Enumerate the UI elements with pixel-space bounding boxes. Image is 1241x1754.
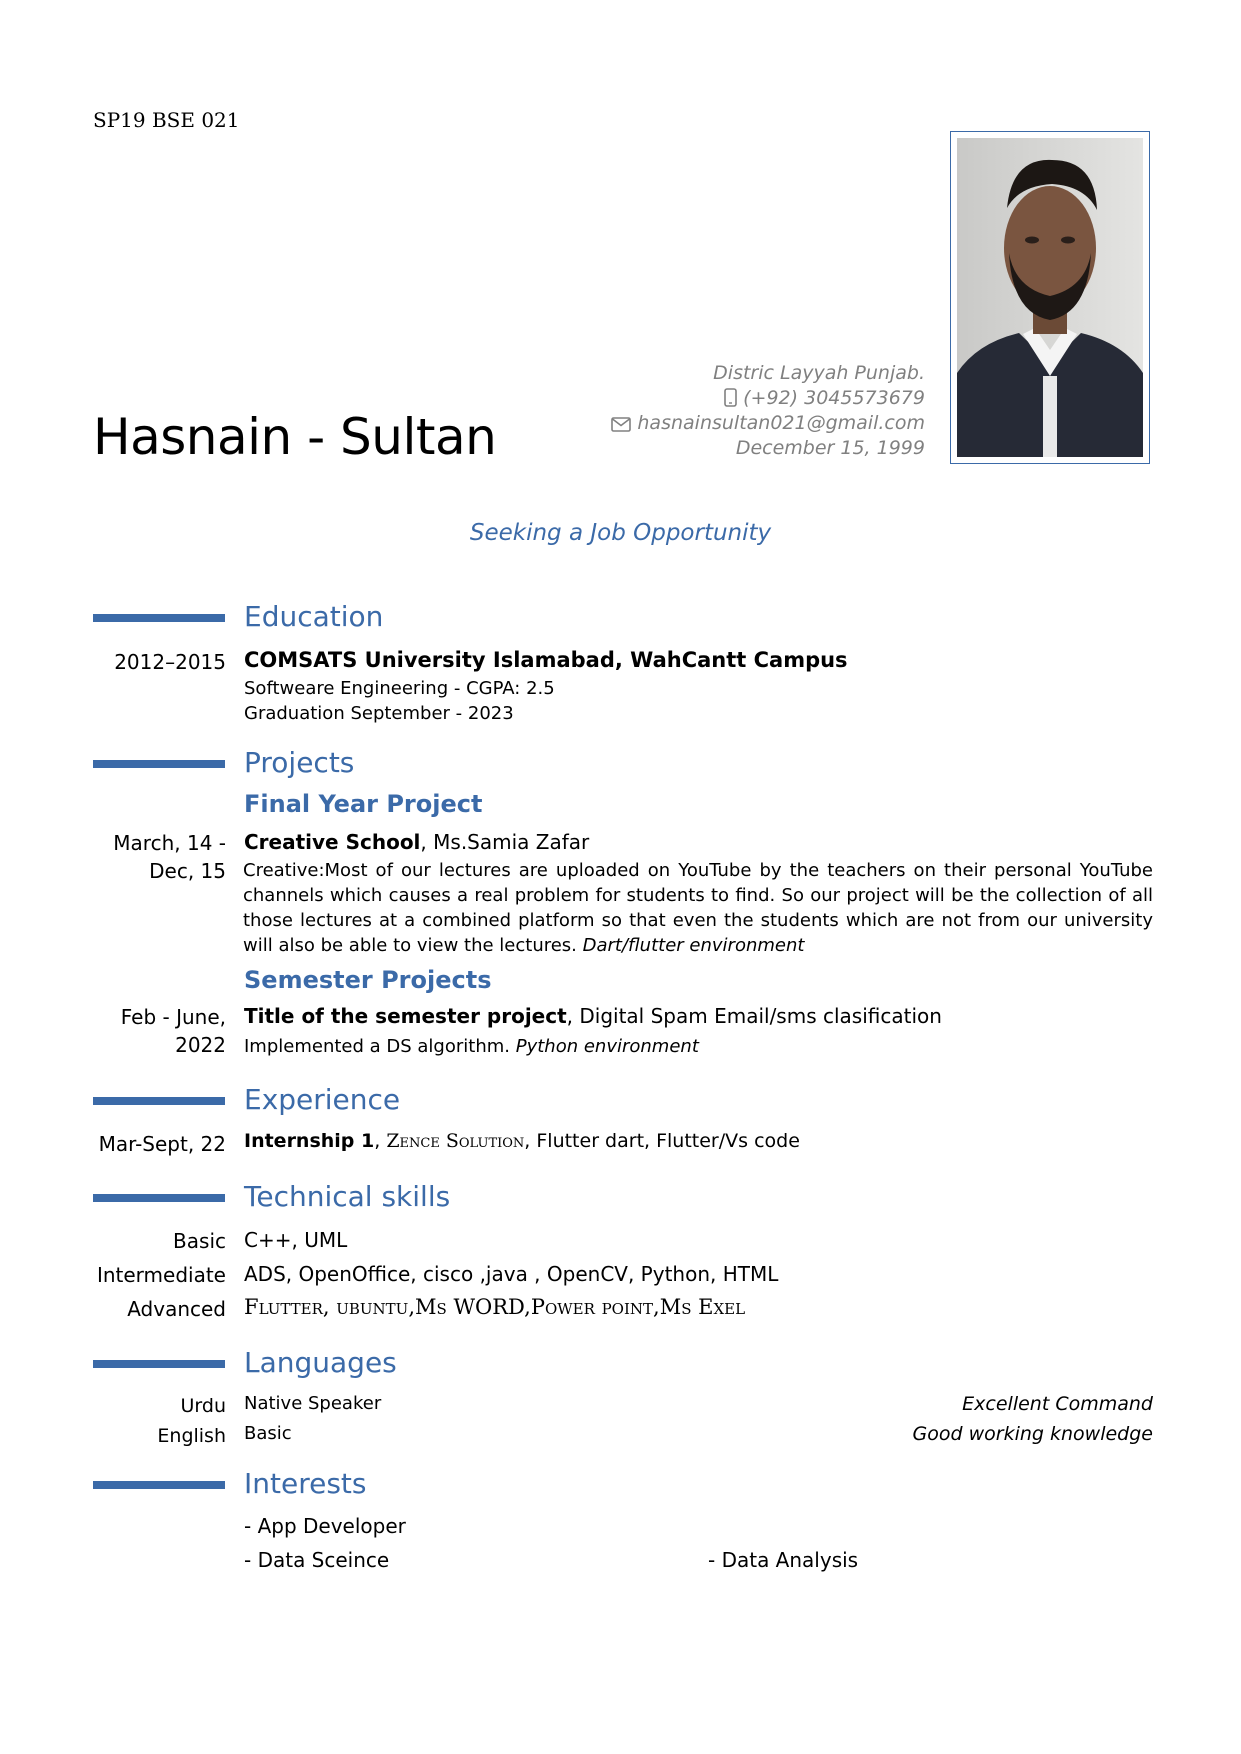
skill-items-intermediate: ADS, OpenOffice, cisco ,java , OpenCV, Python, HTML bbox=[244, 1262, 779, 1286]
experience-entry bbox=[244, 1130, 800, 1152]
section-title-experience: Experience bbox=[244, 1083, 401, 1116]
experience-role: Internship 1 bbox=[244, 1130, 375, 1152]
section-bar-experience bbox=[93, 1097, 225, 1105]
education-date: 2012–2015 bbox=[114, 650, 226, 674]
semester-project-name: Title of the semester project bbox=[244, 1004, 567, 1028]
language-level-urdu: Native Speaker bbox=[244, 1393, 382, 1414]
section-bar-projects bbox=[93, 760, 225, 768]
language-level-english: Basic bbox=[244, 1423, 292, 1444]
section-title-skills: Technical skills bbox=[244, 1180, 451, 1213]
language-name-urdu: Urdu bbox=[180, 1395, 226, 1417]
interest-item: - Data Analysis bbox=[708, 1548, 859, 1572]
section-title-languages: Languages bbox=[244, 1346, 397, 1379]
final-project-heading bbox=[244, 830, 589, 854]
skill-level-intermediate: Intermediate bbox=[96, 1263, 226, 1287]
email-address[interactable]: hasnainsultan021@gmail.com bbox=[637, 412, 925, 434]
education-institution: COMSATS University Islamabad, WahCantt Campus bbox=[244, 648, 848, 672]
section-title-education: Education bbox=[244, 600, 384, 633]
skill-items-basic: C++, UML bbox=[244, 1228, 348, 1252]
experience-details: , Flutter dart, Flutter/Vs code bbox=[524, 1130, 800, 1152]
semester-project-heading bbox=[244, 1004, 942, 1028]
mobile-phone-icon bbox=[724, 388, 737, 407]
registration-number: SP19 BSE 021 bbox=[93, 108, 240, 132]
interest-item: - Data Sceince bbox=[244, 1548, 390, 1572]
email-line bbox=[611, 411, 925, 436]
section-title-interests: Interests bbox=[244, 1467, 367, 1500]
subsection-title-semester: Semester Projects bbox=[244, 966, 492, 994]
birthdate: December 15, 1999 bbox=[735, 437, 925, 459]
final-project-date-line2: Dec, 15 bbox=[149, 859, 226, 883]
section-bar-education bbox=[93, 614, 225, 622]
semester-project-environment: Python environment bbox=[515, 1036, 699, 1057]
name-separator: - bbox=[291, 408, 341, 466]
final-project-description bbox=[243, 858, 1153, 958]
envelope-icon bbox=[611, 417, 631, 432]
address: Distric Layyah Punjab. bbox=[713, 362, 925, 384]
profile-photo bbox=[957, 138, 1143, 457]
final-project-date-line1: March, 14 - bbox=[113, 831, 226, 855]
language-comment-english: Good working knowledge bbox=[912, 1423, 1153, 1445]
section-bar-languages bbox=[93, 1360, 225, 1368]
full-name bbox=[93, 408, 496, 466]
profile-photo-image bbox=[957, 138, 1143, 457]
experience-date: Mar-Sept, 22 bbox=[98, 1132, 226, 1156]
profile-photo-frame bbox=[950, 131, 1150, 464]
language-comment-urdu: Excellent Command bbox=[962, 1393, 1153, 1415]
final-project-name: Creative School bbox=[244, 830, 421, 854]
semester-project-description bbox=[244, 1034, 699, 1059]
semester-project-topic: , Digital Spam Email/sms clasification bbox=[566, 1004, 942, 1028]
final-project-environment: Dart/flutter environment bbox=[582, 935, 805, 956]
section-title-projects: Projects bbox=[244, 746, 355, 779]
section-bar-interests bbox=[93, 1481, 225, 1489]
education-graduation: Graduation September - 2023 bbox=[244, 703, 514, 724]
section-bar-skills bbox=[93, 1194, 225, 1202]
semester-project-description-text: Implemented a DS algorithm. bbox=[244, 1036, 510, 1057]
semester-project-date-line1: Feb - June, bbox=[120, 1005, 226, 1029]
last-name: Sultan bbox=[340, 408, 497, 466]
interest-item: - App Developer bbox=[244, 1514, 406, 1538]
language-name-english: English bbox=[157, 1425, 226, 1447]
skill-items-advanced: Flutter, ubuntu,Ms WORD,Power point,Ms Exel bbox=[244, 1295, 746, 1319]
semester-project-date-line2: 2022 bbox=[175, 1033, 226, 1057]
final-project-description-text: Creative:Most of our lectures are uploaded on YouTube by the teachers on their personal YouTube channels which causes a real problem for students to find. So our project will be the collection of all those lectures at a combined platform so that even the students which are not from our university will also be able to view the lectures. bbox=[243, 860, 1153, 956]
phone-number: (+92) 3045573679 bbox=[743, 387, 925, 409]
objective-quote: Seeking a Job Opportunity bbox=[469, 520, 772, 546]
experience-company: Zence Solution bbox=[386, 1130, 525, 1152]
education-degree: Softweare Engineering - CGPA: 2.5 bbox=[244, 678, 555, 699]
experience-separator: , bbox=[374, 1130, 387, 1152]
phone-line bbox=[611, 386, 925, 411]
final-project-supervisor: , Ms.Samia Zafar bbox=[420, 830, 590, 854]
contact-info bbox=[611, 361, 925, 461]
subsection-title-final-year: Final Year Project bbox=[244, 790, 483, 818]
skill-level-basic: Basic bbox=[173, 1229, 226, 1253]
semester-project-date bbox=[121, 1003, 226, 1059]
final-project-date bbox=[113, 829, 226, 885]
skill-level-advanced: Advanced bbox=[127, 1297, 226, 1321]
first-name: Hasnain bbox=[93, 408, 292, 466]
